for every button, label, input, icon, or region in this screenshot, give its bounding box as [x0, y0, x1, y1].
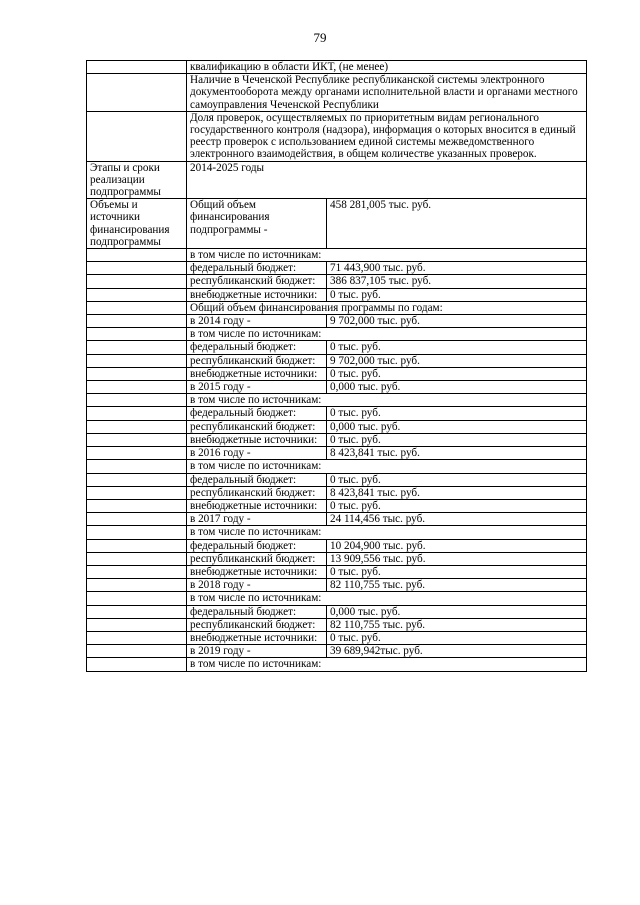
- empty-label-cell: [87, 288, 187, 301]
- table-row: [87, 605, 587, 618]
- source-row-label: федеральный бюджет:: [187, 407, 327, 420]
- source-row-value: 386 837,105 тыс. руб.: [327, 275, 587, 288]
- source-row-label: республиканский бюджет:: [187, 420, 327, 433]
- source-row-value: 0 тыс. руб.: [327, 433, 587, 446]
- source-row-value: 0 тыс. руб.: [327, 407, 587, 420]
- empty-label-cell: [87, 579, 187, 592]
- total-value: 458 281,005 тыс. руб.: [327, 199, 587, 249]
- year-row-value: 39 689,942тыс. руб.: [327, 645, 587, 658]
- table-row: [87, 74, 587, 112]
- table-row: [87, 381, 587, 394]
- table-row: [87, 367, 587, 380]
- empty-label-cell: [87, 460, 187, 473]
- sources-header: в том числе по источникам:: [187, 394, 587, 407]
- year-row-value: 8 423,841 тыс. руб.: [327, 447, 587, 460]
- empty-label-cell: [87, 328, 187, 341]
- empty-label-cell: [87, 605, 187, 618]
- source-row-label: внебюджетные источники:: [187, 288, 327, 301]
- table-row: [87, 301, 587, 314]
- table-row: [87, 341, 587, 354]
- empty-label-cell: [87, 447, 187, 460]
- stages-label: Этапы и сроки реализации подпрограммы: [87, 161, 187, 199]
- source-row-value: 9 702,000 тыс. руб.: [327, 354, 587, 367]
- table-row: [87, 407, 587, 420]
- table-row: [87, 275, 587, 288]
- source-row-label: республиканский бюджет:: [187, 552, 327, 565]
- year-row-value: 82 110,755 тыс. руб.: [327, 579, 587, 592]
- sources-header: в том числе по источникам:: [187, 328, 587, 341]
- table-row: [87, 658, 587, 671]
- sources-header: в том числе по источникам:: [187, 658, 587, 671]
- table-row: [87, 539, 587, 552]
- table-row: [87, 552, 587, 565]
- table-row: [87, 645, 587, 658]
- empty-label-cell: [87, 381, 187, 394]
- table-row: [87, 328, 587, 341]
- source-row-label: федеральный бюджет:: [187, 341, 327, 354]
- source-row-label: федеральный бюджет:: [187, 473, 327, 486]
- year-row-label: в 2018 году -: [187, 579, 327, 592]
- year-row-value: 9 702,000 тыс. руб.: [327, 315, 587, 328]
- empty-label-cell: [87, 486, 187, 499]
- table-row: [87, 315, 587, 328]
- table-row: [87, 526, 587, 539]
- source-row-value: 0 тыс. руб.: [327, 631, 587, 644]
- empty-label-cell: [87, 367, 187, 380]
- source-row-label: республиканский бюджет:: [187, 486, 327, 499]
- empty-label-cell: [87, 249, 187, 262]
- table-row: [87, 288, 587, 301]
- table-row: [87, 499, 587, 512]
- empty-label-cell: [87, 315, 187, 328]
- table-row: [87, 249, 587, 262]
- table-row: [87, 513, 587, 526]
- empty-label-cell: [87, 433, 187, 446]
- empty-label-cell: [87, 354, 187, 367]
- table-row: [87, 592, 587, 605]
- empty-label-cell: [87, 262, 187, 275]
- table-row: [87, 394, 587, 407]
- empty-label-cell: [87, 275, 187, 288]
- indicator-cell: Доля проверок, осуществляемых по приоритетным видам регионального государственного контроля (надзора), информация о которых вносится в единый реестр проверок с использованием единой системы межведомственного электронного взаимодействия, в общем количестве указанных проверок.: [187, 111, 587, 161]
- empty-label-cell: [87, 645, 187, 658]
- source-row-label: внебюджетные источники:: [187, 367, 327, 380]
- source-row-value: 8 423,841 тыс. руб.: [327, 486, 587, 499]
- empty-label-cell: [87, 513, 187, 526]
- year-row-value: 24 114,456 тыс. руб.: [327, 513, 587, 526]
- table-row: [87, 61, 587, 74]
- table-row: [87, 199, 587, 249]
- empty-label-cell: [87, 420, 187, 433]
- funding-label: Объемы и источники финансирования подпрограммы: [87, 199, 187, 249]
- source-row-value: 82 110,755 тыс. руб.: [327, 618, 587, 631]
- empty-label-cell: [87, 539, 187, 552]
- source-row-value: 0 тыс. руб.: [327, 367, 587, 380]
- empty-label-cell: [87, 301, 187, 314]
- source-row-label: внебюджетные источники:: [187, 631, 327, 644]
- page-number: 79: [313, 30, 327, 45]
- empty-label-cell: [87, 473, 187, 486]
- table-row: [87, 565, 587, 578]
- table-row: [87, 473, 587, 486]
- year-row-value: 0,000 тыс. руб.: [327, 381, 587, 394]
- source-row-value: 0 тыс. руб.: [327, 473, 587, 486]
- stages-value: 2014-2025 годы: [187, 161, 587, 199]
- sources-header: в том числе по источникам:: [187, 592, 587, 605]
- empty-label-cell: [87, 658, 187, 671]
- empty-label-cell: [87, 552, 187, 565]
- year-row-label: в 2017 году -: [187, 513, 327, 526]
- source-row-label: республиканский бюджет:: [187, 354, 327, 367]
- source-row-label: республиканский бюджет:: [187, 275, 327, 288]
- indicator-cell: Наличие в Чеченской Республике республиканской системы электронного документооборота между органами исполнительной власти и органами местного самоуправления Чеченской Республики: [187, 74, 587, 112]
- sources-header: в том числе по источникам:: [187, 460, 587, 473]
- total-label: Общий объем финансирования подпрограммы -: [187, 199, 327, 249]
- table-row: [87, 579, 587, 592]
- table-row: [87, 486, 587, 499]
- empty-label-cell: [87, 407, 187, 420]
- empty-label-cell: [87, 565, 187, 578]
- empty-label-cell: [87, 394, 187, 407]
- source-row-value: 13 909,556 тыс. руб.: [327, 552, 587, 565]
- source-row-value: 0 тыс. руб.: [327, 288, 587, 301]
- table-row: [87, 420, 587, 433]
- empty-label-cell: [87, 526, 187, 539]
- indicator-cell: квалификацию в области ИКТ, (не менее): [187, 61, 587, 74]
- source-row-label: внебюджетные источники:: [187, 565, 327, 578]
- empty-label-cell: [87, 111, 187, 161]
- source-row-label: федеральный бюджет:: [187, 262, 327, 275]
- by-years-header: Общий объем финансирования программы по годам:: [187, 301, 587, 314]
- table-row: [87, 447, 587, 460]
- source-row-value: 0,000 тыс. руб.: [327, 605, 587, 618]
- table-row: [87, 161, 587, 199]
- table-row: [87, 354, 587, 367]
- source-row-value: 0,000 тыс. руб.: [327, 420, 587, 433]
- source-row-value: 0 тыс. руб.: [327, 341, 587, 354]
- year-row-label: в 2016 году -: [187, 447, 327, 460]
- table-row: [87, 433, 587, 446]
- empty-label-cell: [87, 631, 187, 644]
- empty-label-cell: [87, 592, 187, 605]
- source-row-value: 0 тыс. руб.: [327, 499, 587, 512]
- table-row: [87, 262, 587, 275]
- sources-header: в том числе по источникам:: [187, 249, 587, 262]
- source-row-label: федеральный бюджет:: [187, 605, 327, 618]
- empty-label-cell: [87, 618, 187, 631]
- sources-header: в том числе по источникам:: [187, 526, 587, 539]
- program-table: [86, 60, 587, 672]
- year-row-label: в 2014 году -: [187, 315, 327, 328]
- empty-label-cell: [87, 499, 187, 512]
- source-row-label: внебюджетные источники:: [187, 433, 327, 446]
- source-row-label: республиканский бюджет:: [187, 618, 327, 631]
- source-row-label: федеральный бюджет:: [187, 539, 327, 552]
- source-row-value: 0 тыс. руб.: [327, 565, 587, 578]
- table-row: [87, 618, 587, 631]
- year-row-label: в 2019 году -: [187, 645, 327, 658]
- empty-label-cell: [87, 74, 187, 112]
- table-row: [87, 111, 587, 161]
- source-row-value: 10 204,900 тыс. руб.: [327, 539, 587, 552]
- source-row-value: 71 443,900 тыс. руб.: [327, 262, 587, 275]
- table-row: [87, 460, 587, 473]
- source-row-label: внебюджетные источники:: [187, 499, 327, 512]
- empty-label-cell: [87, 341, 187, 354]
- empty-label-cell: [87, 61, 187, 74]
- table-row: [87, 631, 587, 644]
- year-row-label: в 2015 году -: [187, 381, 327, 394]
